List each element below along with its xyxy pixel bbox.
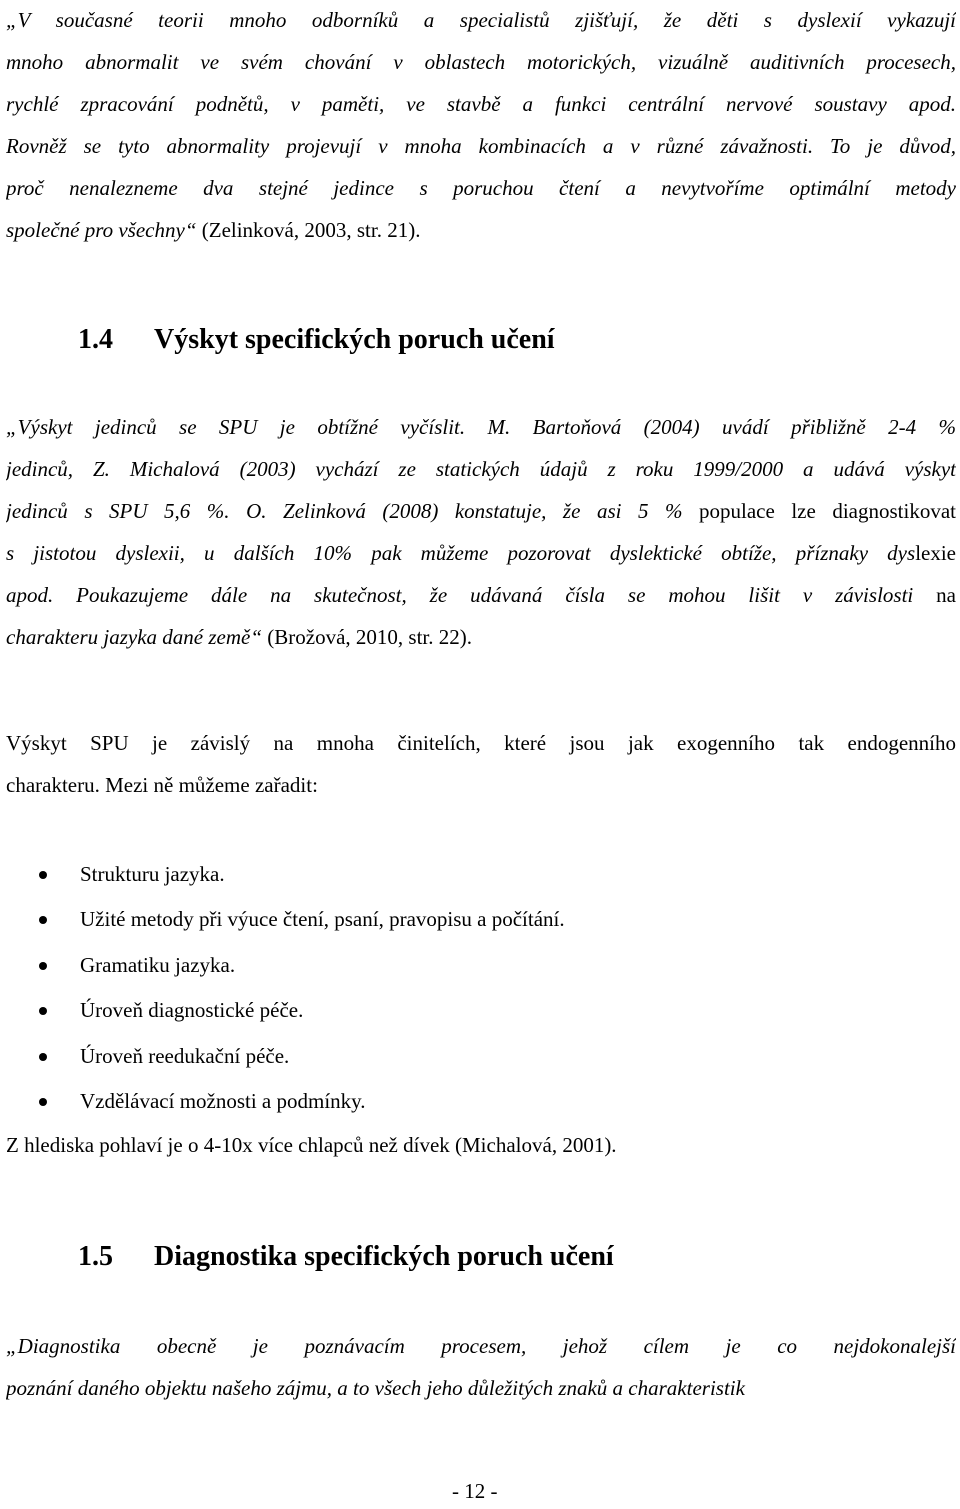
bullet-icon <box>39 916 47 924</box>
text-line: s jistotou dyslexii, u dalších 10% pak můžeme pozorovat dyslektické obtíže, příznaky dyslexie <box>6 541 956 565</box>
list-item: Strukturu jazyka. <box>0 852 960 897</box>
text-line: apod. Poukazujeme dále na skutečnost, že udávaná čísla se mohou lišit v závislosti na <box>6 583 956 607</box>
bullet-icon <box>39 1007 47 1015</box>
section-heading-1-4 <box>78 323 555 357</box>
text-line: jedinců s SPU 5,6 %. O. Zelinková (2008) konstatuje, že asi 5 % populace lze diagnostikovat <box>6 499 956 523</box>
paragraph-diagnostics-definition <box>6 1325 956 1409</box>
list-item: Užité metody při výuce čtení, psaní, pravopisu a počítání. <box>0 897 960 942</box>
text-line: „V současné teorii mnoho odborníků a specialistů zjišťují, že děti s dyslexií vykazují <box>6 8 956 32</box>
bullet-icon <box>39 1053 47 1061</box>
paragraph-spu-factors <box>6 722 956 806</box>
bullet-icon <box>39 1098 47 1106</box>
text-line: proč nenalezneme dva stejné jedince s poruchou čtení a nevytvoříme optimální metody <box>6 176 956 200</box>
text-line: poznání daného objektu našeho zájmu, a to všech jeho důležitých znaků a charakteristik <box>6 1376 745 1400</box>
document-page: „V současné teorii mnoho odborníků a specialistů zjišťují, že děti s dyslexií vykazují mnoho abnormalit ve svém chování v oblastech motorických, vizuálně auditivních procesech, rychlé zpracování podnětů, v paměti, ve stavbě a funkci centrální nervové soustavy apod. Rovněž se tyto abnormality projevují v mnoha kombinacích a v různé závažnosti. To je důvod, proč nenalezneme dva stejné jedince s poruchou čtení a nevytvoříme optimální metody společné pro všechny“ (Zelinková, 2003, str. 21). 1.4 Výskyt specifických poruch učení „Výskyt jedinců se SPU je obtížné vyčíslit. M. Bartoňová (2004) uvádí přibližně 2-4 % jedinců, Z. Michalová (2003) vychází ze statických údajů z roku 1999/2000 a udává výskyt jedinců s SPU 5,6 %. O. Zelinková (2008) konstatuje, že asi 5 % populace lze diagnostikovat s jistotou dyslexii, u dalších 10% pak můžeme pozorovat dyslektické obtíže, příznaky dyslexie apod. Poukazujeme dále na skutečnost, že udávaná čísla se mohou lišit v závislosti na charakteru jazyka dané země“ (Brožová, 2010, str. 22). Výskyt SPU je závislý na mnoha činitelích, které jsou jak exogenního tak endogenního charakteru. Mezi ně můžeme zařadit: Strukturu jazyka. Užité metody při výuce čtení, psaní, pravopisu a počítání. Gramatiku jazyka. Úroveň diagnostické péče. Úroveň reedukační péče. Vzdělávací možnosti a podmínky. Z hlediska pohlaví je o 4-10x více chlapců než dívek (Michalová, 2001). 1.5 Diagnostika specifických poruch učení „Diagnostika obecně je poznávacím procesem, jehož cílem je co nejdokonalejší poznání daného objektu našeho zájmu, a to všech jeho důležitých znaků a charakteristik - 12 - <box>0 0 960 1509</box>
text-line: rychlé zpracování podnětů, v paměti, ve stavbě a funkci centrální nervové soustavy apod. <box>6 92 956 116</box>
text-line: Výskyt SPU je závislý na mnoha činitelích, které jsou jak exogenního tak endogenního <box>6 731 956 755</box>
text-line: jedinců, Z. Michalová (2003) vychází ze statických údajů z roku 1999/2000 a udává výskyt <box>6 457 956 481</box>
section-title: Diagnostika specifických poruch učení <box>154 1241 614 1272</box>
list-item: Úroveň reedukační péče. <box>0 1034 960 1079</box>
text-line: charakteru jazyka dané země“ (Brožová, 2010, str. 22). <box>6 625 473 649</box>
text-line: mnoho abnormalit ve svém chování v oblastech motorických, vizuálně auditivních procesech, <box>6 50 956 74</box>
bullet-icon <box>39 962 47 970</box>
text-line: charakteru. Mezi ně můžeme zařadit: <box>6 773 318 797</box>
list-item: Vzdělávací možnosti a podmínky. <box>0 1079 960 1124</box>
section-number: 1.5 <box>78 1241 113 1272</box>
text-line: „Výskyt jedinců se SPU je obtížné vyčíslit. M. Bartoňová (2004) uvádí přibližně 2-4 % <box>6 415 956 439</box>
list-item: Úroveň diagnostické péče. <box>0 988 960 1033</box>
section-title: Výskyt specifických poruch učení <box>154 324 555 355</box>
factors-list <box>0 852 960 1124</box>
section-number: 1.4 <box>78 324 113 355</box>
text-line: „Diagnostika obecně je poznávacím procesem, jehož cílem je co nejdokonalejší <box>6 1334 956 1358</box>
text-line: Rovněž se tyto abnormality projevují v mnoha kombinacích a v různé závažnosti. To je důvod, <box>6 134 956 158</box>
gender-ratio-sentence: Z hlediska pohlaví je o 4-10x více chlapců než dívek (Michalová, 2001). <box>6 1133 617 1157</box>
bullet-icon <box>39 871 47 879</box>
list-item: Gramatiku jazyka. <box>0 943 960 988</box>
paragraph-spu-occurrence <box>6 406 956 658</box>
section-heading-1-5 <box>78 1240 614 1274</box>
paragraph-dyslexia-theory <box>6 0 956 251</box>
text-line: společné pro všechny“ (Zelinková, 2003, str. 21). <box>6 218 421 242</box>
